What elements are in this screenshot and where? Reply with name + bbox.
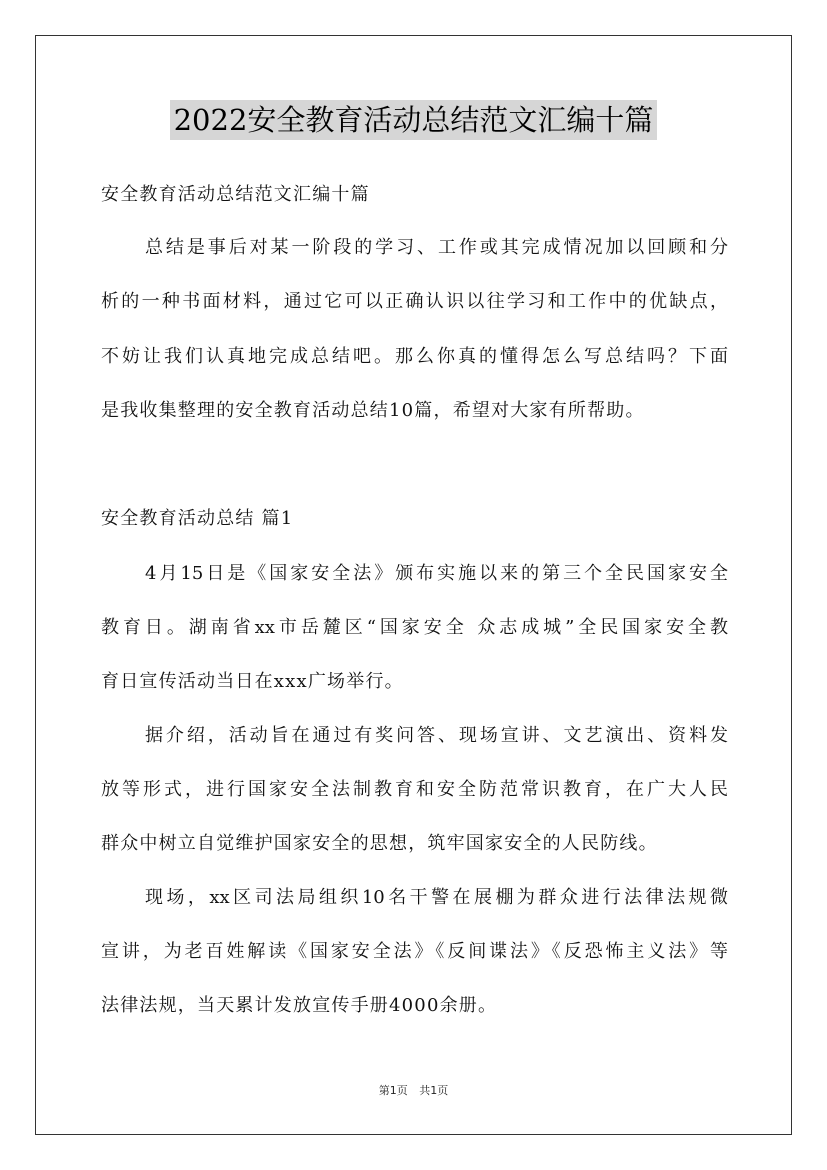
para3-line: 宣讲，为老百姓解读《国家安全法》《反间谍法》《反恐怖主义法》等 xyxy=(101,941,728,962)
intro-line: 不妨让我们认真地完成总结吧。那么你真的懂得怎么写总结吗？下面 xyxy=(101,346,728,367)
para1-line: 育日宣传活动当日在xxx广场举行。 xyxy=(101,671,404,692)
para1-line: 教育日。湖南省xx市岳麓区“国家安全 众志成城”全民国家安全教 xyxy=(101,617,728,638)
para2-line: 据介绍，活动旨在通过有奖问答、现场宣讲、文艺演出、资料发 xyxy=(145,725,728,746)
page-number: 第1页 xyxy=(378,1084,408,1097)
intro-line: 析的一种书面材料，通过它可以正确认识以往学习和工作中的优缺点， xyxy=(101,291,728,312)
para3-line: 法律法规，当天累计发放宣传手册4000余册。 xyxy=(101,995,498,1016)
page-footer xyxy=(0,1084,827,1098)
page-total: 共1页 xyxy=(419,1084,449,1097)
para3-line: 现场，xx区司法局组织10名干警在展棚为群众进行法律法规微 xyxy=(145,887,728,908)
para2-line: 群众中树立自觉维护国家安全的思想，筑牢国家安全的人民防线。 xyxy=(101,833,658,854)
para2-line: 放等形式，进行国家安全法制教育和安全防范常识教育，在广大人民 xyxy=(101,779,728,800)
document-title: 2022安全教育活动总结范文汇编十篇 xyxy=(170,100,658,140)
title-wrapper xyxy=(0,100,827,140)
document-subtitle: 安全教育活动总结范文汇编十篇 xyxy=(101,184,370,205)
intro-line: 总结是事后对某一阶段的学习、工作或其完成情况加以回顾和分 xyxy=(145,237,728,258)
para1-line: 4月15日是《国家安全法》颁布实施以来的第三个全民国家安全 xyxy=(145,563,728,584)
intro-line: 是我收集整理的安全教育活动总结10篇，希望对大家有所帮助。 xyxy=(101,400,645,421)
section-heading: 安全教育活动总结 篇1 xyxy=(101,508,294,529)
